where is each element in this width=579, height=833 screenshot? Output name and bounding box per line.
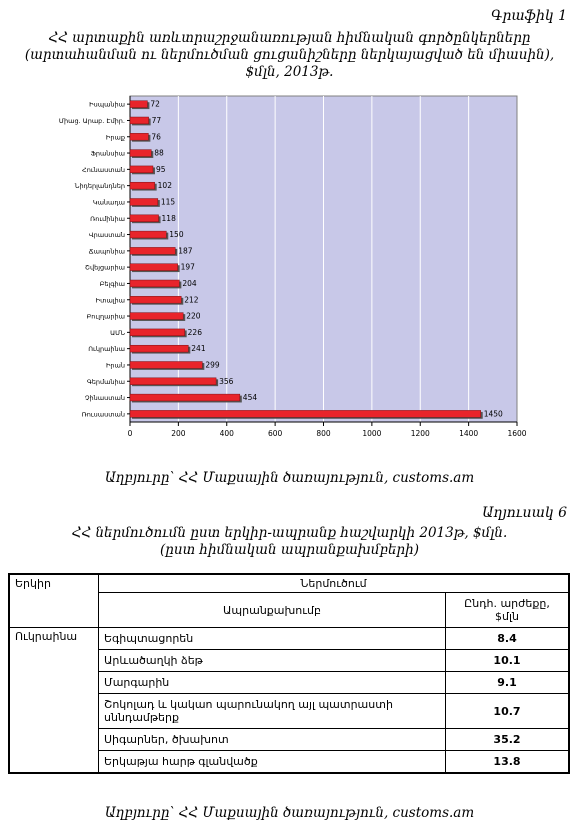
- bar-value-label: 115: [160, 197, 176, 207]
- product-cell: Սիգարներ, ծխախոտ: [99, 729, 446, 751]
- bar-value-label: 204: [182, 278, 197, 288]
- category-label: Իսպանիա: [89, 100, 125, 109]
- category-label: Միաց. Արաբ. Էմիր.: [58, 116, 125, 125]
- bar: [130, 296, 181, 303]
- bar-value-label: 1450: [483, 409, 503, 419]
- table-source: Աղբյուրը՝ ՀՀ Մաքսային ծառայություն, customs.am: [104, 805, 475, 821]
- x-tick-label: 600: [267, 429, 283, 438]
- category-label: Գերմանիա: [86, 377, 125, 386]
- bar: [130, 394, 240, 401]
- chart-title-line-2: (արտահանման ու ներմուծման ցուցանիշները ներկայացված են միասին),: [24, 47, 555, 63]
- chart-title-line-1: ՀՀ արտաքին առևտրաշրջանառության հիմնական գործընկերները: [48, 30, 531, 46]
- header-import: Ներմուծում: [99, 574, 570, 593]
- bar-value-label: 76: [151, 132, 161, 142]
- bar: [130, 378, 216, 385]
- chart-title: [20, 30, 559, 81]
- x-tick-label: 1600: [507, 429, 527, 438]
- x-tick-label: 400: [219, 429, 234, 438]
- table-title: [20, 525, 559, 559]
- bar: [130, 329, 185, 336]
- value-cell: 9.1: [446, 672, 570, 694]
- product-cell: Եգիպտացորեն: [99, 628, 446, 650]
- bar-value-label: 95: [155, 164, 166, 174]
- bar-value-label: 150: [169, 230, 184, 240]
- category-label: Ֆրանսիա: [90, 149, 125, 158]
- category-label: Ռուսաստան: [81, 410, 125, 419]
- import-table: [8, 573, 570, 774]
- bar: [130, 264, 178, 271]
- category-label: Նիդերլանդներ: [74, 182, 125, 191]
- bar: [130, 117, 149, 124]
- bar: [130, 166, 153, 173]
- bar-value-label: 454: [242, 393, 258, 403]
- bar-value-label: 356: [219, 376, 234, 386]
- x-tick-label: 200: [171, 429, 186, 438]
- value-cell: 35.2: [446, 729, 570, 751]
- bar-chart: [0, 90, 579, 450]
- category-label: Վրաստան: [88, 231, 125, 240]
- table-label: Աղյուսակ 6: [482, 505, 567, 521]
- product-cell: Արևածաղկի ձեթ: [99, 650, 446, 672]
- bar: [130, 362, 202, 369]
- category-label: Ռումինիա: [90, 214, 125, 223]
- bar-value-label: 77: [151, 115, 162, 125]
- category-label: Իրան: [105, 361, 125, 370]
- header-country: Երկիր: [9, 574, 99, 628]
- bar-value-label: 226: [187, 327, 202, 337]
- x-tick-label: 800: [316, 429, 331, 438]
- bar: [130, 345, 188, 352]
- category-label: Բուլղարիա: [86, 312, 125, 321]
- category-label: Ուկրաինա: [88, 345, 125, 354]
- category-label: Չինաստան: [84, 394, 125, 403]
- table-title-line-2: (ըստ հիմնական ապրանքախմբերի): [160, 542, 419, 558]
- product-cell: Շոկոլադ և կակաո պարունակող այլ պատրաստի սննդամթերք: [99, 694, 446, 729]
- bar: [130, 313, 183, 320]
- header-value: Ընդհ. արժեքը, $մլն: [446, 593, 570, 628]
- value-cell: 13.8: [446, 751, 570, 774]
- bar-value-label: 102: [157, 181, 172, 191]
- x-tick-label: 1400: [459, 429, 479, 438]
- table-title-line-1: ՀՀ ներմուծումն ըստ երկիր-ապրանք հաշվարկի 2013թ, $մլն.: [71, 525, 508, 541]
- bar-value-label: 241: [191, 344, 206, 354]
- category-label: Բելգիա: [99, 279, 125, 288]
- category-label: Կանադա: [92, 198, 125, 207]
- country-cell: Ուկրաինա: [9, 628, 99, 774]
- bar: [130, 133, 148, 140]
- x-tick-label: 1200: [410, 429, 430, 438]
- category-label: Իրաք: [105, 133, 125, 142]
- x-tick-label: 0: [127, 429, 133, 438]
- category-label: Ճապոնիա: [88, 247, 125, 256]
- bar: [130, 182, 155, 189]
- bar-value-label: 220: [186, 311, 201, 321]
- product-cell: Երկաթյա հարթ գլանվածք: [99, 751, 446, 774]
- bar-value-label: 88: [154, 148, 164, 158]
- table-row: [9, 628, 569, 650]
- bar: [130, 231, 166, 238]
- bar: [130, 150, 151, 157]
- category-label: Իտալիա: [95, 296, 125, 305]
- bar: [130, 410, 481, 417]
- bar: [130, 199, 158, 206]
- value-cell: 10.1: [446, 650, 570, 672]
- category-label: Հունաստան: [82, 165, 125, 174]
- value-cell: 8.4: [446, 628, 570, 650]
- header-product: Ապրանքախումբ: [99, 593, 446, 628]
- x-tick-label: 1000: [362, 429, 382, 438]
- bar-value-label: 72: [150, 99, 160, 109]
- category-label: ԱՄՆ: [110, 328, 125, 337]
- bar-value-label: 197: [180, 262, 195, 272]
- bar-value-label: 118: [161, 213, 176, 223]
- bar: [130, 247, 175, 254]
- bar: [130, 215, 159, 222]
- chart-source: Աղբյուրը՝ ՀՀ Մաքսային ծառայություն, customs.am: [104, 470, 475, 486]
- bar-value-label: 212: [184, 295, 199, 305]
- figure-label: Գրաֆիկ 1: [491, 8, 567, 24]
- category-label: Շվեյցարիա: [85, 263, 125, 272]
- bar-value-label: 187: [178, 246, 193, 256]
- value-cell: 10.7: [446, 694, 570, 729]
- bar: [130, 101, 147, 108]
- bar: [130, 280, 179, 287]
- bar-value-label: 299: [205, 360, 220, 370]
- product-cell: Մարգարին: [99, 672, 446, 694]
- chart-title-line-3: $մլն, 2013թ.: [245, 64, 334, 80]
